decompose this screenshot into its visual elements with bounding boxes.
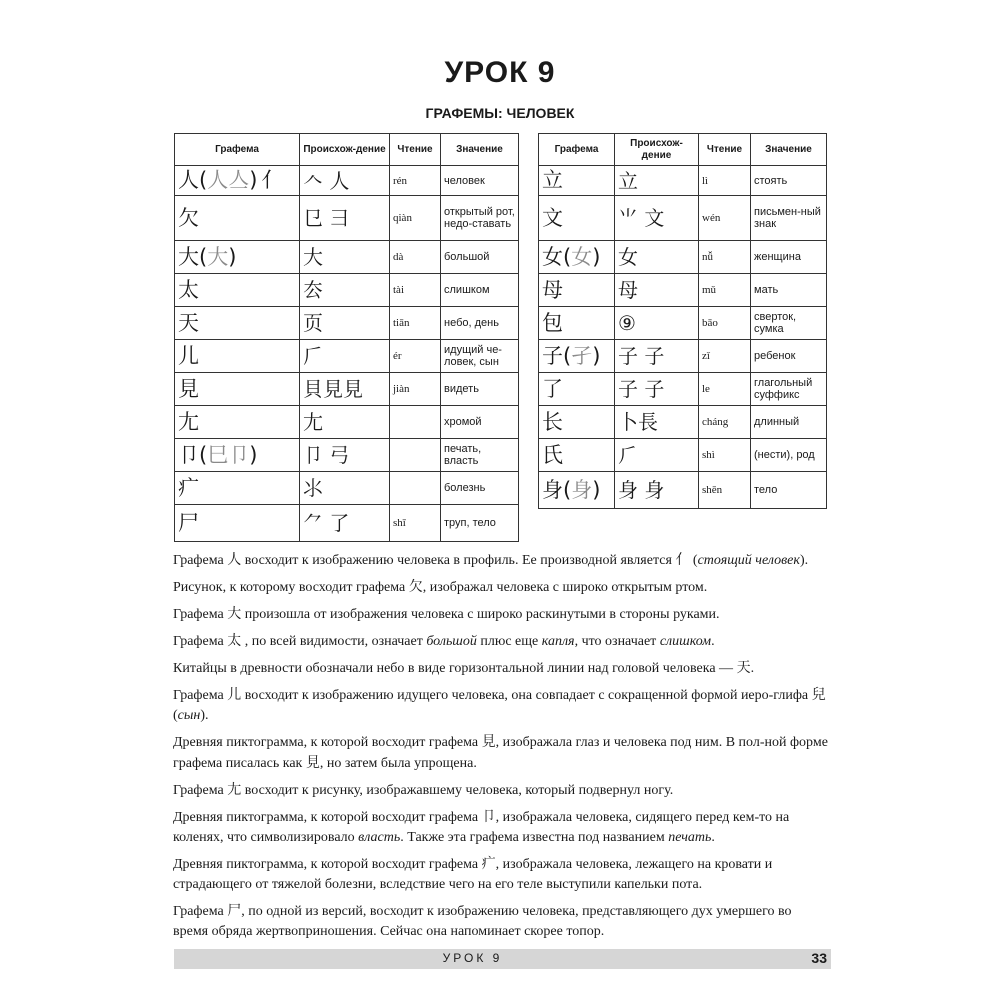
origin-cell: 页 bbox=[300, 307, 390, 340]
reading-cell: cháng bbox=[699, 406, 751, 439]
table-row bbox=[539, 196, 827, 241]
header-meaning: Значение bbox=[441, 134, 519, 166]
grapheme-char: 母 bbox=[542, 277, 563, 302]
paragraph: Графема 尢 восходит к рисунку, изображавшему человека, который подвернул ногу. bbox=[173, 782, 674, 798]
variant-close-paren: ) bbox=[249, 168, 258, 192]
grapheme-variant: 身 bbox=[571, 477, 593, 502]
variant-open-paren: ( bbox=[563, 343, 572, 368]
grapheme-char: 儿 bbox=[178, 343, 199, 368]
reading-cell bbox=[390, 406, 441, 439]
variant-open-paren: ( bbox=[563, 244, 572, 269]
grapheme-variant: 大 bbox=[207, 244, 229, 269]
grapheme-char: 文 bbox=[542, 205, 563, 230]
meaning-cell: открытый рот, недо-ставать bbox=[441, 196, 519, 241]
table-row bbox=[175, 472, 519, 505]
header-origin: Происхож-дение bbox=[615, 134, 699, 166]
header-grapheme: Графема bbox=[175, 134, 300, 166]
grapheme-cell bbox=[175, 196, 300, 241]
grapheme-cell bbox=[539, 166, 615, 196]
variant-close-paren: ) bbox=[592, 343, 601, 368]
meaning-cell: идущий че-ловек, сын bbox=[441, 340, 519, 373]
origin-cell: ⼦ 子 bbox=[615, 340, 699, 373]
table-row bbox=[539, 307, 827, 340]
grapheme-cell bbox=[175, 439, 300, 472]
grapheme-char: 尢 bbox=[178, 409, 199, 434]
reading-cell: dà bbox=[390, 241, 441, 274]
meaning-cell: труп, тело bbox=[441, 505, 519, 542]
origin-cell: ⺢ bbox=[300, 472, 390, 505]
meaning-cell: хромой bbox=[441, 406, 519, 439]
section-title: ГРАФЕМЫ: ЧЕЛОВЕК bbox=[425, 105, 575, 121]
variant-open-paren: ( bbox=[563, 477, 572, 502]
table-row bbox=[539, 439, 827, 472]
origin-cell: ⼥ bbox=[615, 241, 699, 274]
header-reading: Чтение bbox=[390, 134, 441, 166]
variant-close-paren: ) bbox=[592, 477, 601, 502]
table-row bbox=[539, 274, 827, 307]
grapheme-cell bbox=[539, 406, 615, 439]
grapheme-cell bbox=[175, 166, 300, 196]
grapheme-cell bbox=[175, 373, 300, 406]
table-row bbox=[175, 307, 519, 340]
grapheme-cell bbox=[539, 307, 615, 340]
grapheme-variant: 女 bbox=[571, 244, 593, 269]
reading-cell: lì bbox=[699, 166, 751, 196]
grapheme-cell bbox=[175, 241, 300, 274]
reading-cell: le bbox=[699, 373, 751, 406]
variant-close-paren: ) bbox=[592, 244, 601, 269]
reading-cell: mǔ bbox=[699, 274, 751, 307]
origin-cell: 𠆢 ⼈ bbox=[300, 166, 390, 196]
paragraph: Китайцы в древности обозначали небо в виде горизонтальной линии над головой человека — 天. bbox=[173, 660, 755, 676]
grapheme-char: 人 bbox=[178, 168, 199, 192]
origin-cell: 厺 bbox=[300, 274, 390, 307]
reading-cell bbox=[390, 472, 441, 505]
footer-bar bbox=[174, 949, 831, 969]
reading-cell: tài bbox=[390, 274, 441, 307]
grapheme-char: 包 bbox=[542, 310, 563, 335]
reading-cell: bāo bbox=[699, 307, 751, 340]
origin-cell: ⑨ bbox=[615, 307, 699, 340]
footer-label: УРОК 9 bbox=[442, 951, 503, 965]
table-row bbox=[175, 196, 519, 241]
grapheme-char: 大 bbox=[178, 244, 199, 269]
grapheme-cell bbox=[175, 340, 300, 373]
variant-close-paren: ) bbox=[249, 442, 258, 467]
paragraph: Графема 大 произошла от изображения человека с широко раскинутыми в стороны руками. bbox=[173, 606, 720, 622]
paragraph: Древняя пиктограмма, к которой восходит графема 卩, изображала человека, сидящего перед кем-то на коленях, что символизировало власть. Также эта графема известна под названием печать. bbox=[173, 809, 790, 845]
grapheme-char: 天 bbox=[178, 310, 199, 335]
meaning-cell: глагольный суффикс bbox=[751, 373, 827, 406]
table-row bbox=[175, 505, 519, 542]
table-row bbox=[539, 406, 827, 439]
reading-cell: nǚ bbox=[699, 241, 751, 274]
meaning-cell: небо, день bbox=[441, 307, 519, 340]
origin-cell: 尢 bbox=[300, 406, 390, 439]
paragraph: Древняя пиктограмма, к которой восходит графема 見, изображала глаз и человека под ним. В пол-ной форме графема писалась как 見, но затем была упрощена. bbox=[173, 734, 828, 771]
paragraph: Графема 尸, по одной из версий, восходит к изображению человека, представляющего дух умершего во время обряда жертвоприношения. Сейчас она напоминает скорее топор. bbox=[173, 903, 792, 939]
reading-cell: wén bbox=[699, 196, 751, 241]
graphemes-table-right bbox=[538, 133, 827, 509]
grapheme-char: 卩 bbox=[178, 442, 199, 467]
header-origin: Происхож-дение bbox=[300, 134, 390, 166]
header-meaning: Значение bbox=[751, 134, 827, 166]
grapheme-char: 女 bbox=[542, 244, 563, 269]
grapheme-cell bbox=[539, 373, 615, 406]
grapheme-cell bbox=[539, 340, 615, 373]
reading-cell: jiàn bbox=[390, 373, 441, 406]
header-grapheme: Графема bbox=[539, 134, 615, 166]
reading-cell bbox=[390, 439, 441, 472]
reading-cell: tiān bbox=[390, 307, 441, 340]
grapheme-cell bbox=[175, 406, 300, 439]
grapheme-char: 立 bbox=[542, 168, 563, 192]
origin-cell: ⾝ 身 bbox=[615, 472, 699, 509]
paragraph: Графема 人 восходит к изображению человека в профиль. Ее производной является 亻 (стоящий человек). bbox=[173, 552, 809, 568]
origin-cell: 立 bbox=[615, 166, 699, 196]
origin-cell: ⺁ bbox=[615, 439, 699, 472]
origin-cell: ⺟ bbox=[615, 274, 699, 307]
table-row bbox=[539, 340, 827, 373]
paragraph: Рисунок, к которому восходит графема 欠, изображал человека с широко открытым ртом. bbox=[173, 579, 708, 595]
grapheme-cell bbox=[539, 241, 615, 274]
grapheme-cell bbox=[539, 439, 615, 472]
grapheme-char: 太 bbox=[178, 277, 199, 302]
meaning-cell: женщина bbox=[751, 241, 827, 274]
paragraph: Древняя пиктограмма, к которой восходит графема 疒, изображала человека, лежащего на кровати и страдающего от тяжелой болезни, вследствие чего на его теле выступили капельки пота. bbox=[173, 856, 773, 892]
reading-cell: zǐ bbox=[699, 340, 751, 373]
grapheme-cell bbox=[175, 505, 300, 542]
variant-close-paren: ) bbox=[228, 244, 237, 269]
grapheme-char: 子 bbox=[542, 343, 563, 368]
table-row bbox=[175, 439, 519, 472]
meaning-cell: стоять bbox=[751, 166, 827, 196]
meaning-cell: печать, власть bbox=[441, 439, 519, 472]
grapheme-char: 氏 bbox=[542, 442, 563, 467]
grapheme-cell bbox=[539, 274, 615, 307]
table-row bbox=[539, 472, 827, 509]
grapheme-cell bbox=[175, 274, 300, 307]
reading-cell: qiàn bbox=[390, 196, 441, 241]
variant-open-paren: ( bbox=[199, 168, 208, 192]
table-row bbox=[175, 373, 519, 406]
grapheme-cell bbox=[539, 196, 615, 241]
origin-cell: ⼦ 子 bbox=[615, 373, 699, 406]
meaning-cell: человек bbox=[441, 166, 519, 196]
table-row bbox=[175, 274, 519, 307]
reading-cell: shī bbox=[390, 505, 441, 542]
origin-cell: ⺌ 文 bbox=[615, 196, 699, 241]
grapheme-char: 疒 bbox=[178, 475, 199, 500]
grapheme-char: 見 bbox=[178, 376, 199, 401]
table-row bbox=[539, 166, 827, 196]
meaning-cell: тело bbox=[751, 472, 827, 509]
grapheme-char: 欠 bbox=[178, 205, 199, 230]
grapheme-variant: 孑 bbox=[571, 343, 593, 368]
table-row bbox=[175, 340, 519, 373]
origin-cell: ⼙ 弓 bbox=[300, 439, 390, 472]
meaning-cell: большой bbox=[441, 241, 519, 274]
grapheme-cell bbox=[175, 307, 300, 340]
grapheme-cell bbox=[539, 472, 615, 509]
reading-cell: shì bbox=[699, 439, 751, 472]
table-row bbox=[175, 241, 519, 274]
table-row bbox=[175, 166, 519, 196]
meaning-cell: сверток, сумка bbox=[751, 307, 827, 340]
variant-open-paren: ( bbox=[199, 442, 208, 467]
page-number: 33 bbox=[811, 950, 827, 966]
origin-cell: 㔾 ⺕ bbox=[300, 196, 390, 241]
lesson-title: УРОК 9 bbox=[444, 56, 556, 89]
meaning-cell: (нести), род bbox=[751, 439, 827, 472]
grapheme-cell bbox=[175, 472, 300, 505]
grapheme-derived: 亻 bbox=[261, 168, 283, 192]
grapheme-char: 尸 bbox=[178, 510, 199, 535]
grapheme-char: 身 bbox=[542, 477, 563, 502]
graphemes-table-left bbox=[174, 133, 519, 542]
origin-cell: 貝見見 bbox=[300, 373, 390, 406]
grapheme-variant: 人亼 bbox=[207, 168, 250, 192]
origin-cell: 大 bbox=[300, 241, 390, 274]
variant-open-paren: ( bbox=[199, 244, 208, 269]
meaning-cell: болезнь bbox=[441, 472, 519, 505]
paragraph: Графема 太 , по всей видимости, означает большой плюс еще капля, что означает слишком. bbox=[173, 633, 715, 649]
table-row bbox=[539, 241, 827, 274]
table-row bbox=[539, 373, 827, 406]
meaning-cell: длинный bbox=[751, 406, 827, 439]
meaning-cell: мать bbox=[751, 274, 827, 307]
table-row bbox=[175, 406, 519, 439]
meaning-cell: видеть bbox=[441, 373, 519, 406]
paragraph: Графема 儿 восходит к изображению идущего человека, она совпадает с сокращенной формой иеро-глифа 兒 (сын). bbox=[173, 687, 826, 723]
reading-cell: shēn bbox=[699, 472, 751, 509]
origin-cell: 𠂆 bbox=[300, 340, 390, 373]
grapheme-variant: 巳卩 bbox=[207, 442, 250, 467]
origin-cell: ⺈ 了 bbox=[300, 505, 390, 542]
meaning-cell: письмен-ный знак bbox=[751, 196, 827, 241]
meaning-cell: слишком bbox=[441, 274, 519, 307]
meaning-cell: ребенок bbox=[751, 340, 827, 373]
body-text bbox=[173, 550, 829, 948]
origin-cell: ⼘長 bbox=[615, 406, 699, 439]
grapheme-char: 长 bbox=[542, 409, 563, 434]
reading-cell: rén bbox=[390, 166, 441, 196]
reading-cell: ér bbox=[390, 340, 441, 373]
grapheme-char: 了 bbox=[542, 376, 563, 401]
header-reading: Чтение bbox=[699, 134, 751, 166]
